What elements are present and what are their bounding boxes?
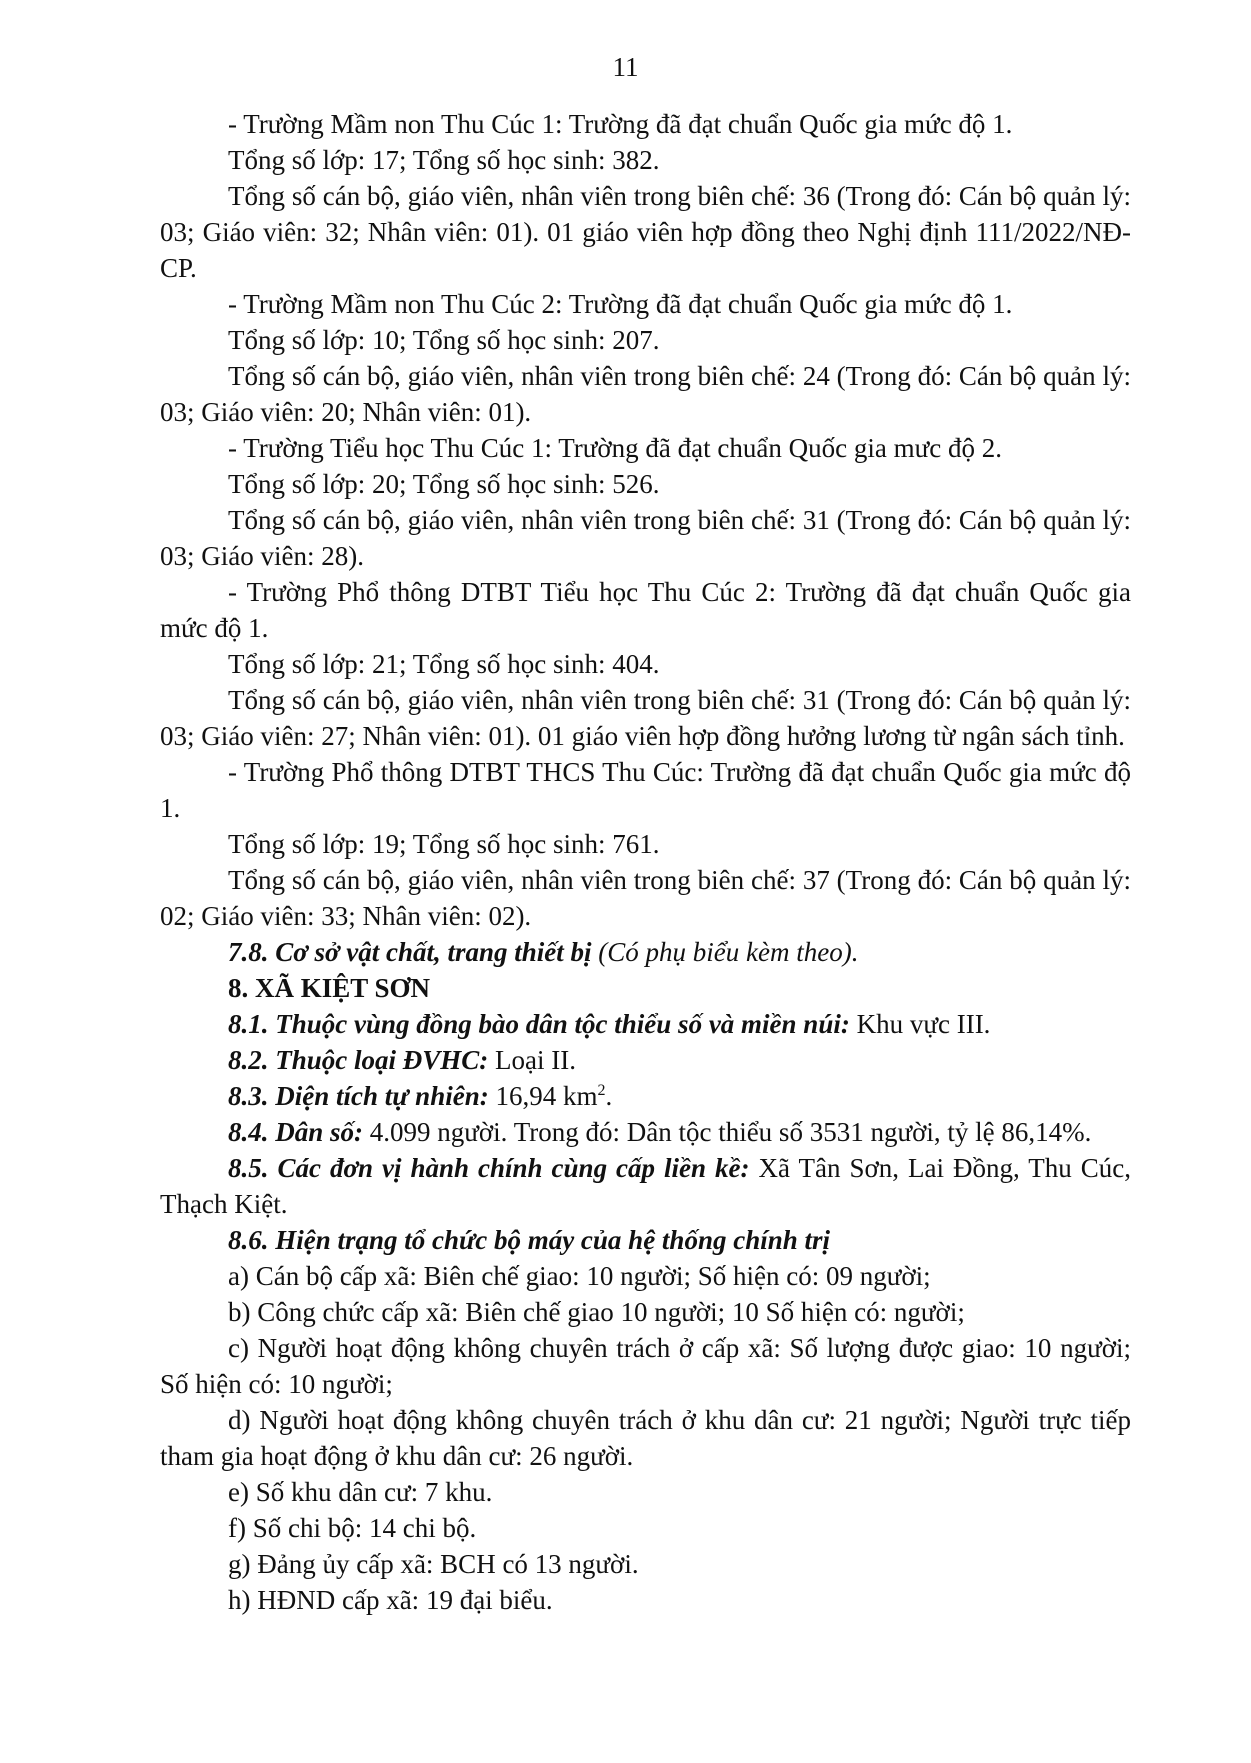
paragraph: Tổng số lớp: 20; Tổng số học sinh: 526.	[228, 469, 660, 499]
section-7-8-note: (Có phụ biểu kèm theo).	[591, 937, 859, 967]
section-8-2-value: Loại II.	[488, 1045, 576, 1075]
section-8-4-label: 8.4. Dân số:	[228, 1117, 364, 1147]
paragraph: - Trường Mầm non Thu Cúc 2: Trường đã đạt chuẩn Quốc gia mức độ 1.	[228, 289, 1013, 319]
section-8-3-tail: .	[605, 1081, 613, 1111]
list-item: f) Số chi bộ: 14 chi bộ.	[228, 1513, 477, 1543]
list-item: g) Đảng ủy cấp xã: BCH có 13 người.	[228, 1549, 639, 1579]
paragraph: Tổng số cán bộ, giáo viên, nhân viên trong biên chế: 24 (Trong đó: Cán bộ quản lý: 03; Giáo viên: 20; Nhân viên: 01).	[160, 361, 1131, 427]
paragraph: - Trường Mầm non Thu Cúc 1: Trường đã đạt chuẩn Quốc gia mức độ 1.	[228, 109, 1013, 139]
paragraph: Tổng số lớp: 17; Tổng số học sinh: 382.	[228, 145, 660, 175]
section-8-2	[160, 1042, 1131, 1078]
section-8-6-label: 8.6. Hiện trạng tổ chức bộ máy của hệ thống chính trị	[228, 1225, 831, 1255]
paragraph: Tổng số lớp: 21; Tổng số học sinh: 404.	[228, 649, 660, 679]
paragraph: Tổng số cán bộ, giáo viên, nhân viên trong biên chế: 37 (Trong đó: Cán bộ quản lý: 02; Giáo viên: 33; Nhân viên: 02).	[160, 865, 1131, 931]
section-8-title: 8. XÃ KIỆT SƠN	[228, 973, 431, 1003]
paragraph: - Trường Phổ thông DTBT Tiểu học Thu Cúc 2: Trường đã đạt chuẩn Quốc gia mức độ 1.	[160, 577, 1131, 643]
section-8-5-value: Xã Tân Sơn, Lai Đồng, Thu Cúc, Thạch Kiệt.	[160, 1153, 1131, 1219]
paragraph: Tổng số cán bộ, giáo viên, nhân viên trong biên chế: 31 (Trong đó: Cán bộ quản lý: 03; Giáo viên: 27; Nhân viên: 01). 01 giáo viên hợp đồng hưởng lương từ ngân sách tỉnh.	[160, 685, 1131, 751]
document-body	[160, 106, 1131, 1618]
section-7-8-label: 7.8. Cơ sở vật chất, trang thiết bị	[228, 937, 592, 967]
paragraph: Tổng số cán bộ, giáo viên, nhân viên trong biên chế: 31 (Trong đó: Cán bộ quản lý: 03; Giáo viên: 28).	[160, 505, 1131, 571]
section-8-1-label: 8.1. Thuộc vùng đồng bào dân tộc thiểu số và miền núi:	[228, 1009, 850, 1039]
paragraph: Tổng số lớp: 10; Tổng số học sinh: 207.	[228, 325, 660, 355]
section-8-2-label: 8.2. Thuộc loại ĐVHC:	[228, 1045, 489, 1075]
section-8-5-label: 8.5. Các đơn vị hành chính cùng cấp liền kề:	[228, 1153, 750, 1183]
list-item: e) Số khu dân cư: 7 khu.	[228, 1477, 493, 1507]
list-item: b) Công chức cấp xã: Biên chế giao 10 người; 10 Số hiện có: người;	[228, 1297, 965, 1327]
section-8-4	[160, 1114, 1131, 1150]
section-8-3-value: 16,94 km	[488, 1081, 598, 1111]
section-8-3	[160, 1078, 1131, 1114]
paragraph: - Trường Phổ thông DTBT THCS Thu Cúc: Trường đã đạt chuẩn Quốc gia mức độ 1.	[160, 757, 1131, 823]
list-item: d) Người hoạt động không chuyên trách ở khu dân cư: 21 người; Người trực tiếp tham gia hoạt động ở khu dân cư: 26 người.	[160, 1405, 1131, 1471]
list-item: a) Cán bộ cấp xã: Biên chế giao: 10 người; Số hiện có: 09 người;	[228, 1261, 931, 1291]
section-7-8	[160, 934, 1131, 970]
superscript: 2	[597, 1082, 606, 1099]
list-item: c) Người hoạt động không chuyên trách ở cấp xã: Số lượng được giao: 10 người; Số hiện có: 10 người;	[160, 1333, 1131, 1399]
paragraph: Tổng số cán bộ, giáo viên, nhân viên trong biên chế: 36 (Trong đó: Cán bộ quản lý: 03; Giáo viên: 32; Nhân viên: 01). 01 giáo viên hợp đồng theo Nghị định 111/2022/NĐ-CP.	[160, 181, 1131, 283]
section-8-3-label: 8.3. Diện tích tự nhiên:	[228, 1081, 489, 1111]
section-8-5	[160, 1150, 1131, 1222]
page-number: 11	[612, 52, 639, 82]
section-8-4-value: 4.099 người. Trong đó: Dân tộc thiểu số 3531 người, tỷ lệ 86,14%.	[363, 1117, 1092, 1147]
paragraph: Tổng số lớp: 19; Tổng số học sinh: 761.	[228, 829, 660, 859]
section-8-1-value: Khu vực III.	[849, 1009, 991, 1039]
paragraph: - Trường Tiểu học Thu Cúc 1: Trường đã đạt chuẩn Quốc gia mưc độ 2.	[228, 433, 1002, 463]
list-item: h) HĐND cấp xã: 19 đại biểu.	[228, 1585, 553, 1615]
section-8-1	[160, 1006, 1131, 1042]
